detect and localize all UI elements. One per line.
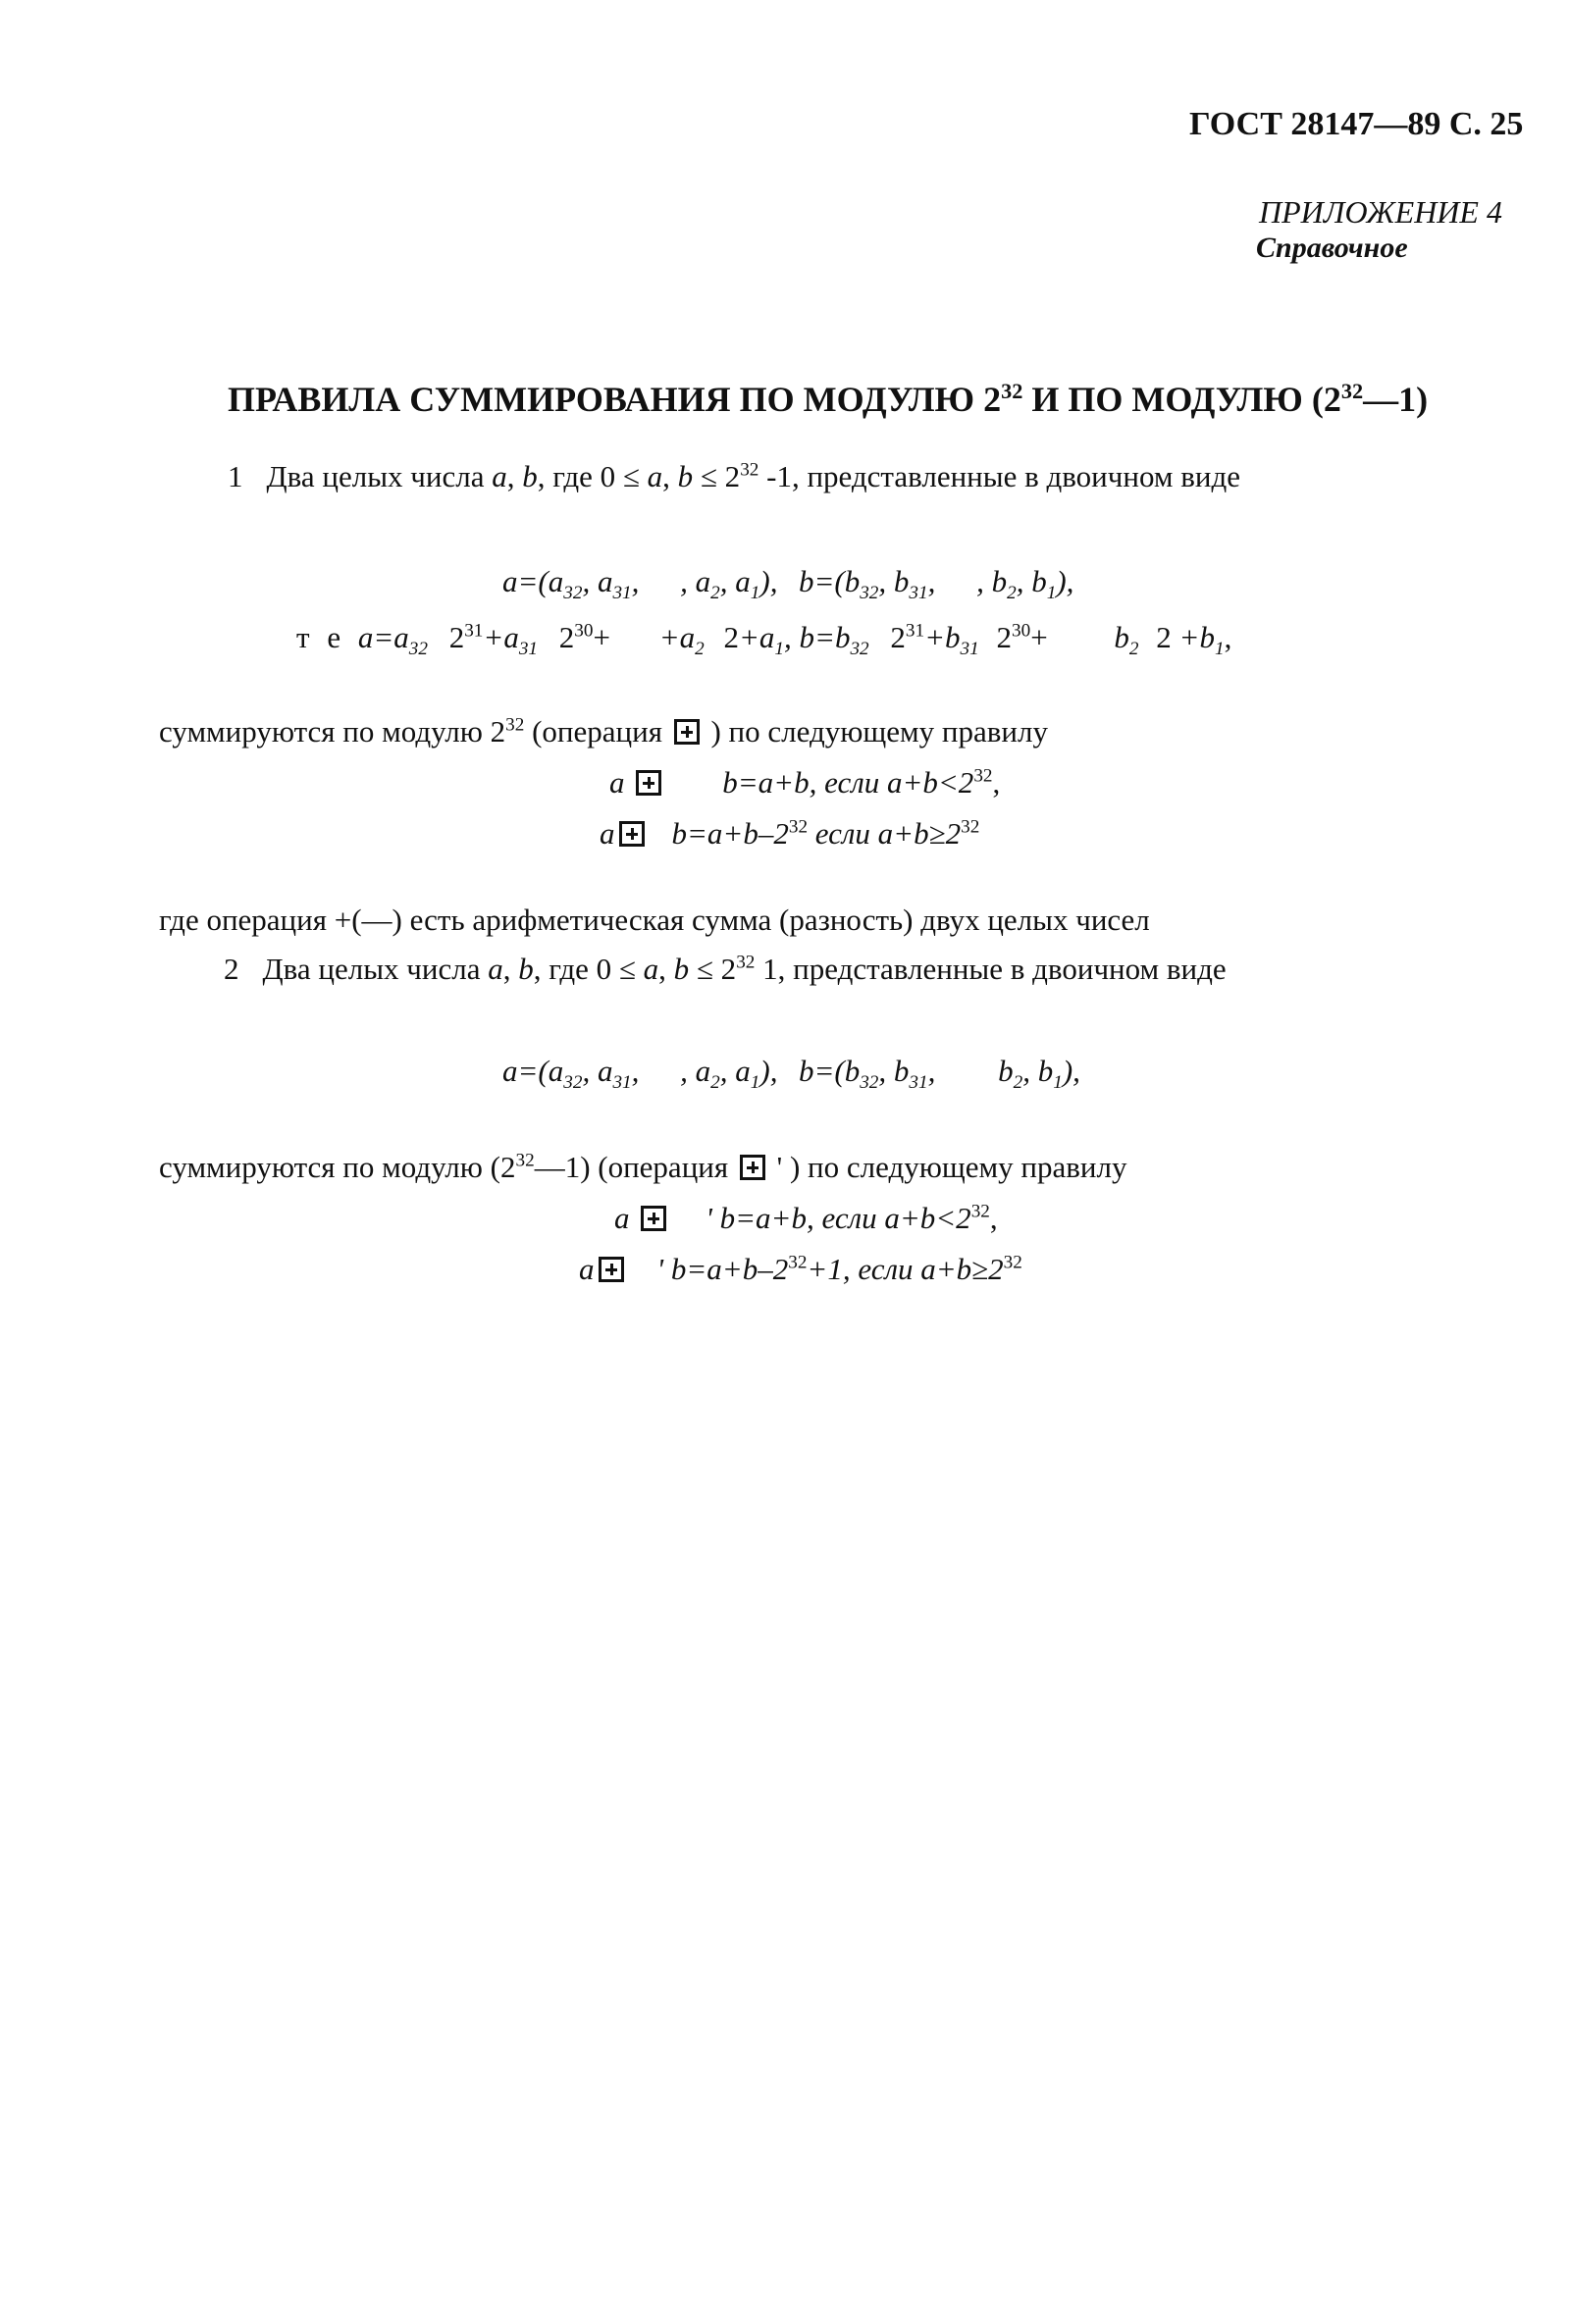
boxplus-operator-icon bbox=[740, 1155, 765, 1180]
section2-rule-1: a ' b=a+b, если $a+b<2^{32}$, bbox=[614, 1201, 998, 1235]
boxplus-operator-icon bbox=[636, 770, 661, 796]
section1-formula-expansion: т е $a=a_{32}$ $2^{31}+a_{31}$ $2^{30}+ +a_2$ $2+a_1$, $b=b_{32}$ $2^{31}+b_{31}$ $2^{30}+ b_2$ $2 +b_1$, bbox=[296, 620, 1232, 660]
section2-formula-vectors: $a=(a_{32}$, $a_{31}$, , $a_2$, $a_1$), $b=(b_{32}$, $b_{31}$, $b_2$, $b_1$), bbox=[502, 1054, 1080, 1094]
boxplus-operator-icon bbox=[641, 1206, 666, 1231]
section2-sum-rule: суммируются по модулю $(2^{32}—1)$ (операция ' ) по следующему правилу bbox=[159, 1150, 1127, 1184]
boxplus-operator-icon bbox=[599, 1257, 624, 1282]
section1-formula-vectors: $a=(a_{32}$, $a_{31}$, , $a_2$, $a_1$), $b=(b_{32}$, $b_{31}$, , $b_2$, $b_1$), bbox=[502, 564, 1074, 604]
section1-note: где операция +(—) есть арифметическая сумма (разность) двух целых чисел bbox=[159, 903, 1150, 937]
section1-sum-rule: суммируются по модулю $2^{32}$ (операция ) по следующему правилу bbox=[159, 714, 1048, 749]
appendix-type: Справочное bbox=[1256, 232, 1408, 264]
section2-rule-2: a ' $b=a+b-2^{32}+1$, если $a+b\ge 2^{32}$ bbox=[579, 1252, 1022, 1286]
section2-intro: 2 Два целых числа a, b, где 0 ≤ a, $b \le 2^{32}$ 1, представленные в двоичном виде bbox=[224, 952, 1227, 986]
page-title: ПРАВИЛА СУММИРОВАНИЯ ПО МОДУЛЮ $2^{32}$ И ПО МОДУЛЮ $(2^{32}—1)$ bbox=[228, 379, 1429, 419]
section1-intro: 1 Два целых числа a, b, где 0 ≤ a, $b \le 2^{32}$ -1, представленные в двоичном виде bbox=[228, 459, 1240, 493]
page-header: ГОСТ 28147—89 С. 25 bbox=[1189, 106, 1524, 142]
section1-rule-1: a b=a+b, если $a+b<2^{32}$, bbox=[609, 765, 1001, 800]
appendix-label: ПРИЛОЖЕНИЕ 4 bbox=[1259, 194, 1502, 230]
section1-rule-2: a $b=a+b-2^{32}$ если $a+b\ge 2^{32}$ bbox=[600, 816, 980, 851]
section2-number: 2 bbox=[224, 952, 239, 986]
boxplus-operator-icon bbox=[674, 719, 700, 745]
section1-number: 1 bbox=[228, 459, 243, 493]
boxplus-operator-icon bbox=[619, 821, 645, 847]
